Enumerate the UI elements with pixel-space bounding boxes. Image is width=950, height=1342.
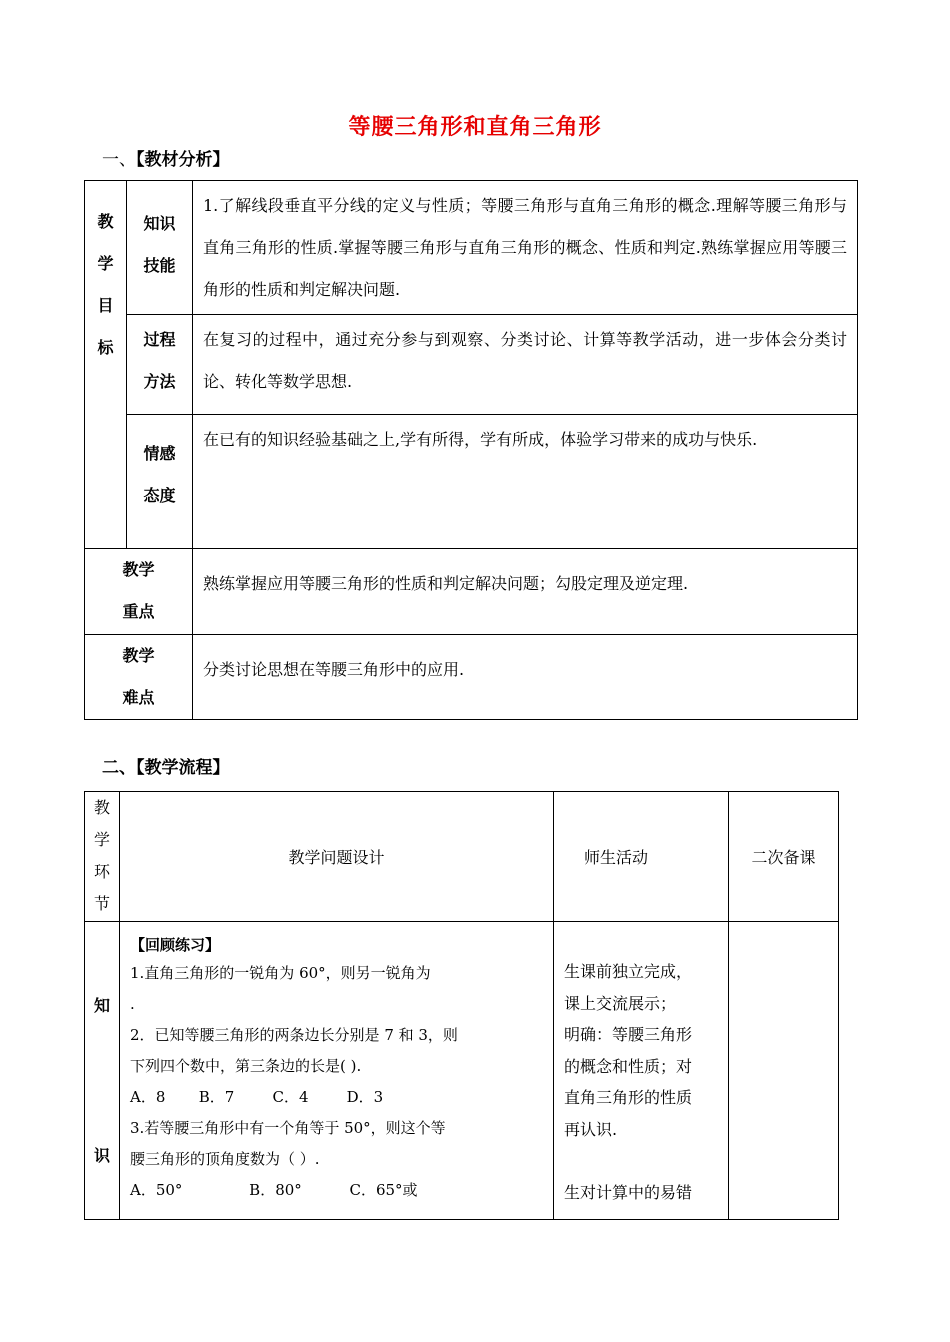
label-char: 学 — [97, 254, 114, 273]
knowledge-skill-label — [127, 181, 193, 315]
stage-char: 识 — [93, 1146, 110, 1165]
stage-knowledge — [85, 922, 120, 1220]
review-exercises — [120, 922, 554, 1220]
flow-table — [84, 791, 839, 1220]
difficulties-text: 分类讨论思想在等腰三角形中的应用. — [193, 635, 858, 720]
label-char: 目 — [97, 296, 114, 315]
activity-line: 直角三角形的性质 — [564, 1088, 693, 1107]
exercise-line: A．50° B．80° C．65°或 — [130, 1181, 418, 1199]
exercise-line: 下列四个数中，第三条边的长是( ). — [130, 1057, 362, 1075]
objectives-label — [85, 181, 127, 549]
key-points-label — [85, 549, 193, 635]
activity-line: 明确：等腰三角形 — [564, 1025, 693, 1044]
section-heading-flow: 二、【教学流程】 — [102, 758, 230, 778]
label-line: 情感 — [143, 444, 176, 463]
label-line: 难点 — [122, 688, 155, 707]
difficulties-label — [85, 635, 193, 720]
prep-header: 二次备课 — [729, 792, 839, 922]
page-title: 等腰三角形和直角三角形 — [348, 114, 602, 140]
activity-line: 生课前独立完成， — [564, 962, 693, 981]
exercise-line: 2．已知等腰三角形的两条边长分别是 7 和 3，则 — [130, 1026, 458, 1044]
activity-line: 生对计算中的易错 — [564, 1182, 693, 1202]
header-char: 教 — [93, 798, 110, 817]
knowledge-skill-text: 1.了解线段垂直平分线的定义与性质；等腰三角形与直角三角形的概念.理解等腰三角形与直角三角形的性质.掌握等腰三角形与直角三角形的概念、性质和判定.熟练掌握应用等腰三角形的性质和判定解决问题. — [193, 181, 858, 315]
teacher-student-activity — [554, 922, 729, 1220]
section-label: 【教材分析】 — [136, 150, 230, 170]
header-char: 节 — [93, 894, 110, 913]
activity-header: 师生活动 — [554, 792, 729, 922]
activity-line: 的概念和性质；对 — [564, 1056, 693, 1076]
label-line: 教学 — [122, 560, 155, 579]
review-heading: 【回顾练习】 — [130, 936, 221, 954]
emotion-attitude-text: 在已有的知识经验基础之上,学有所得，学有所成，体验学习带来的成功与快乐. — [193, 415, 858, 549]
emotion-attitude-label — [127, 415, 193, 549]
design-header: 教学问题设计 — [120, 792, 554, 922]
activity-line: 课上交流展示； — [564, 993, 677, 1013]
exercise-line: A．8 B．7 C．4 D．3 — [130, 1088, 384, 1106]
second-prep-cell — [729, 922, 839, 1220]
header-char: 学 — [93, 830, 110, 849]
label-line: 方法 — [143, 372, 176, 391]
header-char: 环 — [93, 862, 110, 881]
analysis-table — [84, 180, 858, 720]
exercise-line: 3.若等腰三角形中有一个角等于 50°，则这个等 — [130, 1119, 446, 1137]
stage-header — [85, 792, 120, 922]
label-line: 态度 — [143, 486, 176, 505]
label-line: 过程 — [143, 330, 176, 349]
exercise-line: 1.直角三角形的一锐角为 60°，则另一锐角为 — [130, 964, 431, 982]
label-line: 技能 — [143, 256, 176, 275]
key-points-text: 熟练掌握应用等腰三角形的性质和判定解决问题；勾股定理及逆定理. — [193, 549, 858, 635]
label-char: 标 — [97, 338, 114, 357]
stage-char: 知 — [93, 996, 110, 1015]
activity-line: 再认识. — [564, 1119, 618, 1139]
label-char: 教 — [97, 212, 114, 231]
section-heading-analysis — [102, 145, 230, 170]
process-method-text: 在复习的过程中，通过充分参与到观察、分类讨论、计算等教学活动，进一步体会分类讨论、转化等数学思想. — [193, 315, 858, 415]
exercise-line: 腰三角形的顶角度数为（ ）. — [130, 1150, 320, 1168]
label-line: 教学 — [122, 646, 155, 665]
label-line: 重点 — [122, 602, 155, 621]
activity-line — [564, 1145, 720, 1177]
label-line: 知识 — [143, 214, 176, 233]
section-number: 一、 — [102, 150, 136, 170]
exercise-line: . — [130, 995, 135, 1013]
process-method-label — [127, 315, 193, 415]
